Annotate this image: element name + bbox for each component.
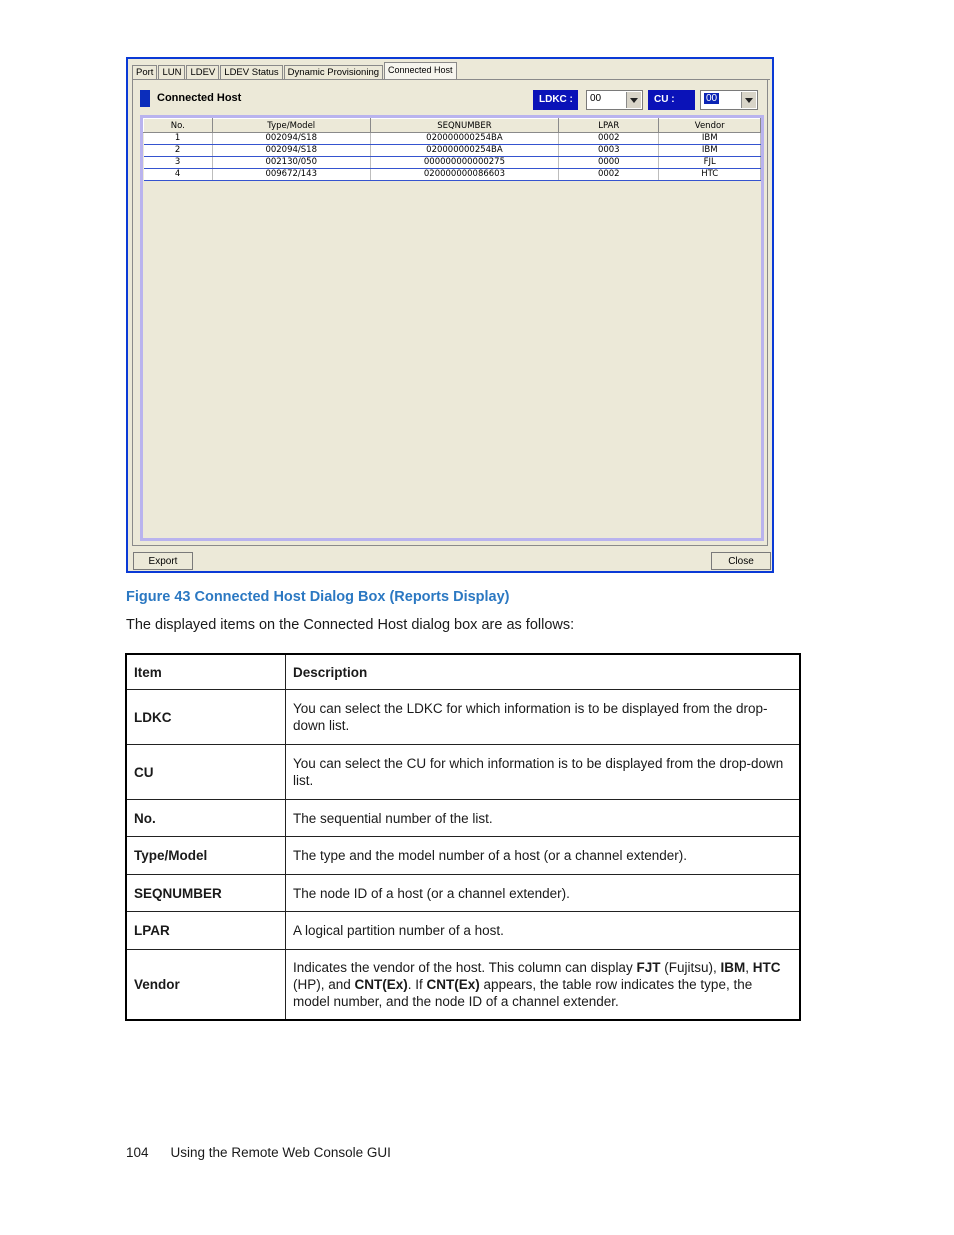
section-title: Connected Host: [157, 92, 242, 104]
item-cell: No.: [126, 800, 286, 837]
cell-no: 2: [144, 145, 213, 157]
table-row[interactable]: [144, 133, 761, 145]
item-description-table: [125, 653, 801, 1021]
cell-seqnumber: 020000000086603: [370, 169, 558, 181]
header-item: Item: [126, 654, 286, 690]
table-row: [126, 745, 800, 800]
cell-type-model: 002094/S18: [212, 133, 370, 145]
col-vendor[interactable]: Vendor: [659, 119, 761, 133]
text-run: . If: [407, 976, 427, 992]
cell-no: 1: [144, 133, 213, 145]
chevron-down-icon[interactable]: [626, 92, 641, 108]
cu-label: CU :: [648, 90, 695, 110]
page-footer: [126, 1145, 391, 1160]
item-cell: LPAR: [126, 912, 286, 950]
cell-vendor: HTC: [659, 169, 761, 181]
cell-type-model: 002130/050: [212, 157, 370, 169]
ldkc-label: LDKC :: [533, 90, 578, 110]
cu-dropdown[interactable]: [700, 90, 758, 110]
cell-vendor: FJL: [659, 157, 761, 169]
table-row: [126, 837, 800, 875]
tab-port[interactable]: Port: [132, 65, 157, 80]
export-button[interactable]: Export: [133, 552, 193, 570]
item-cell: CU: [126, 745, 286, 800]
table-header-row: [126, 654, 800, 690]
description-cell: You can select the LDKC for which information is to be displayed from the drop-down list.: [286, 690, 801, 745]
connected-host-dialog: [126, 57, 774, 573]
cell-lpar: 0003: [559, 145, 659, 157]
cell-lpar: 0002: [559, 169, 659, 181]
text-run: ,: [745, 959, 753, 975]
table-row: [126, 875, 800, 912]
section-marker: [140, 90, 150, 107]
tab-ldev-status[interactable]: LDEV Status: [220, 65, 282, 80]
table-row[interactable]: [144, 157, 761, 169]
table-row: [126, 950, 800, 1020]
bold-term: CNT(Ex): [426, 976, 480, 992]
cell-seqnumber: 020000000254BA: [370, 145, 558, 157]
item-cell: SEQNUMBER: [126, 875, 286, 912]
description-cell: [286, 950, 801, 1020]
cell-no: 3: [144, 157, 213, 169]
tab-lun[interactable]: LUN: [158, 65, 185, 80]
figure-caption: Figure 43 Connected Host Dialog Box (Reports Display): [126, 589, 510, 605]
tab-connected-host[interactable]: Connected Host: [384, 62, 457, 80]
item-cell: Vendor: [126, 950, 286, 1020]
text-run: appears, the table row indicates the type, the model number, and the node ID of a channel extender.: [293, 976, 753, 1009]
bold-term: CNT(Ex): [354, 976, 408, 992]
item-cell: Type/Model: [126, 837, 286, 875]
intro-paragraph: The displayed items on the Connected Host dialog box are as follows:: [126, 617, 575, 633]
description-cell: A logical partition number of a host.: [286, 912, 801, 950]
cell-no: 4: [144, 169, 213, 181]
description-cell: The type and the model number of a host (or a channel extender).: [286, 837, 801, 875]
page-number: 104: [126, 1145, 149, 1160]
tab-ldev[interactable]: LDEV: [186, 65, 219, 80]
cell-vendor: IBM: [659, 133, 761, 145]
col-lpar[interactable]: LPAR: [559, 119, 659, 133]
cell-seqnumber: 000000000000275: [370, 157, 558, 169]
chevron-down-icon[interactable]: [741, 92, 756, 108]
host-table: [143, 118, 761, 181]
header-description: Description: [286, 654, 801, 690]
cell-lpar: 0000: [559, 157, 659, 169]
col-no[interactable]: No.: [144, 119, 213, 133]
table-row: [126, 912, 800, 950]
cell-type-model: 009672/143: [212, 169, 370, 181]
cu-value: 00: [706, 93, 718, 104]
bold-term: HTC: [752, 959, 781, 975]
cell-lpar: 0002: [559, 133, 659, 145]
ldkc-value: 00: [590, 93, 602, 104]
footer-title: Using the Remote Web Console GUI: [170, 1145, 391, 1160]
table-row: [126, 690, 800, 745]
description-cell: The sequential number of the list.: [286, 800, 801, 837]
description-cell: The node ID of a host (or a channel extender).: [286, 875, 801, 912]
bold-term: IBM: [720, 959, 746, 975]
description-cell: You can select the CU for which information is to be displayed from the drop-down list.: [286, 745, 801, 800]
item-cell: LDKC: [126, 690, 286, 745]
text-run: (Fujitsu),: [660, 959, 721, 975]
host-table-header: [144, 119, 761, 133]
bold-term: FJT: [636, 959, 661, 975]
text-run: (HP), and: [293, 976, 355, 992]
close-button[interactable]: Close: [711, 552, 771, 570]
table-row: [126, 800, 800, 837]
col-seqnumber[interactable]: SEQNUMBER: [370, 119, 558, 133]
cell-seqnumber: 020000000254BA: [370, 133, 558, 145]
tab-bar: [132, 62, 458, 80]
cell-vendor: IBM: [659, 145, 761, 157]
cell-type-model: 002094/S18: [212, 145, 370, 157]
text-run: Indicates the vendor of the host. This column can display: [293, 959, 637, 975]
ldkc-dropdown[interactable]: [586, 90, 643, 110]
host-list-area: [140, 115, 764, 541]
table-row[interactable]: [144, 169, 761, 181]
col-type-model[interactable]: Type/Model: [212, 119, 370, 133]
table-row[interactable]: [144, 145, 761, 157]
tab-dynamic-provisioning[interactable]: Dynamic Provisioning: [284, 65, 383, 80]
